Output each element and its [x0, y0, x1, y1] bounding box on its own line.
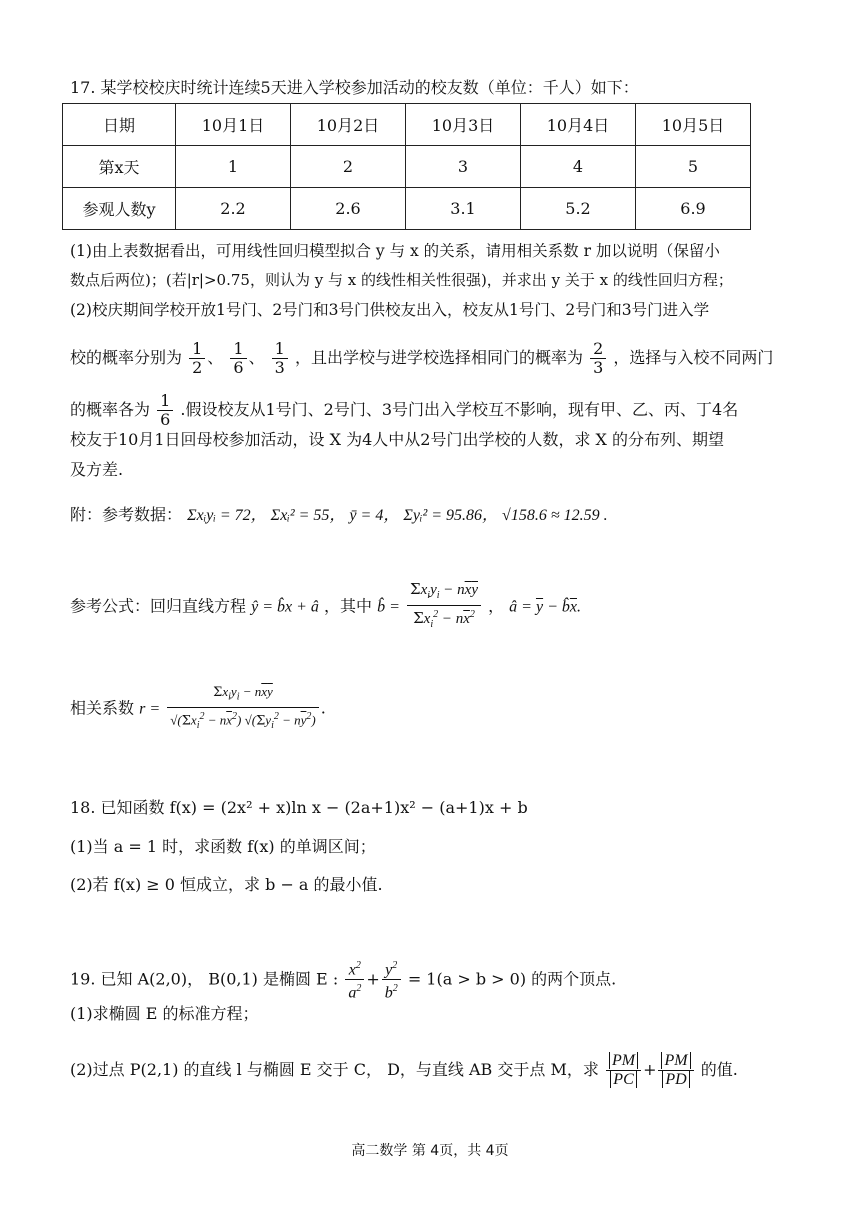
fraction-one-half: $\frac{1}{2}$ [189, 340, 205, 377]
table-cell: 5 [636, 146, 751, 188]
q19-line2: (1)求椭圆 E 的标准方程； [70, 1004, 259, 1023]
table-cell: 参观人数y [63, 188, 176, 230]
q17-part1-line2: 数点后两位)；(若|r|>0.75，则认为 y 与 x 的线性相关性很强)，并求出 y 关于 x 的线性回归方程； [70, 271, 733, 289]
table-cell: 10月1日 [176, 104, 291, 146]
correlation-label: 相关系数 [70, 698, 135, 718]
q17-header: 17. 某学校校庆时统计连续5天进入学校参加活动的校友数（单位：千人）如下： [70, 78, 639, 97]
fraction-two-thirds: $\frac{2}{3}$ [590, 340, 606, 377]
ref-data-label: 附：参考数据： [70, 505, 183, 524]
table-cell: 10月5日 [636, 104, 751, 146]
text-fragment: ，且出学校与进学校选择相同门的概率为 [294, 348, 583, 367]
text-fragment: 的概率各为 [70, 400, 151, 419]
q17-part2-line5: 及方差. [70, 460, 124, 479]
q18-line2: (1)当 a = 1 时，求函数 f(x) 的单调区间； [70, 837, 376, 856]
regression-equation: ŷ = b̂x + â [251, 598, 319, 616]
table-cell: 3.1 [406, 188, 521, 230]
text-fragment: = 1(a > b > 0) 的两个顶点. [407, 969, 617, 989]
q19-line3: (2)过点 P(2,1) 的直线 l 与椭圆 E 交于 C， D，与直线 AB 交于点 M，求 $\frac{PM}{PC}$ + $\frac{PM}{PD}$ 的值. [70, 1052, 738, 1088]
correlation-fraction: $\frac{\Sigma x_iy_i - n\overline{x}\overline{y}}{√(\Sigma x_i^2 - n\overline{x}^2) √(\Sigma y_i^2 - n\overline{y}^2)}$ [167, 683, 319, 735]
table-cell: 5.2 [521, 188, 636, 230]
table-cell: 日期 [63, 104, 176, 146]
ref-formula-label: 参考公式：回归直线方程 [70, 596, 247, 616]
text-fragment: ，其中 [324, 596, 373, 616]
correlation-line: 相关系数 r = $\frac{\Sigma x_iy_i - n\overline{x}\overline{y}}{√(\Sigma x_i^2 - n\overline{x}^2) √(\Sigma y_i^2 - n\overline{y}^2)}$ . [70, 683, 800, 735]
table-row [63, 188, 751, 230]
text-fragment: .假设校友从1号门、2号门、3号门出入学校互不影响，现有甲、乙、丙、丁4名 [180, 400, 739, 419]
table-cell: 第x天 [63, 146, 176, 188]
r-symbol: r = [139, 700, 161, 718]
ref-data-values: Σxᵢyᵢ = 72， Σxᵢ² = 55， ȳ = 4， Σyᵢ² = 95.86， √158.6 ≈ 12.59 . [187, 507, 608, 524]
table-cell: 3 [406, 146, 521, 188]
q17-part2-line3 [70, 392, 800, 429]
text-fragment: 的值. [700, 1060, 738, 1079]
b-hat-fraction: $\frac{\Sigma x_iy_i - n\overline{x}\overline{y}}{\Sigma x_i^2 - n\overline{x}^2}$ [407, 580, 481, 634]
text-fragment: 校的概率分别为 [70, 348, 183, 367]
q17-part2-line1: (2)校庆期间学校开放1号门、2号门和3号门供校友出入，校友从1号门、2号门和3号门进入学 [70, 301, 710, 319]
table-row [63, 104, 751, 146]
table-cell: 10月2日 [291, 104, 406, 146]
pm-pc-ratio: $\frac{PM}{PC}$ [606, 1052, 641, 1089]
text-fragment: ，选择与入校不同两门 [613, 348, 774, 367]
table-cell: 2 [291, 146, 406, 188]
q18-line1: 18. 已知函数 f(x) = (2x² + x)ln x − (2a+1)x² − (a+1)x + b [70, 798, 528, 817]
fraction-one-sixth: $\frac{1}{6}$ [230, 340, 246, 377]
b-hat-formula: b̂ = [377, 598, 400, 616]
q17-part2-line4: 校友于10月1日回母校参加活动，设 X 为4人中从2号门出学校的人数，求 X 的分布列、期望 [70, 430, 725, 449]
a-hat-formula: â = $\overline{y}$ − $b̂\overline{x}$. [509, 598, 581, 616]
ref-data-line [70, 503, 800, 528]
page-footer: 高二数学 第 4页，共 4页 [351, 1143, 509, 1159]
fraction-one-sixth-b: $\frac{1}{6}$ [157, 392, 173, 429]
table-cell: 10月4日 [521, 104, 636, 146]
q19-line1: 19. 已知 A(2,0)， B(0,1) 是椭圆 E : $\frac{x^2}{a^2}$ + $\frac{y^2}{b^2}$ = 1(a > b > 0) 的两个顶点. [70, 957, 800, 1003]
table-cell: 10月3日 [406, 104, 521, 146]
visitor-table [62, 103, 751, 230]
table-cell: 2.6 [291, 188, 406, 230]
q17-part1-line1: (1)由上表数据看出，可用线性回归模型拟合 y 与 x 的关系，请用相关系数 r 加以说明（保留小 [70, 242, 720, 260]
q18-line3: (2)若 f(x) ≥ 0 恒成立，求 b − a 的最小值. [70, 875, 383, 894]
table-cell: 4 [521, 146, 636, 188]
pm-pd-ratio: $\frac{PM}{PD}$ [658, 1052, 693, 1089]
fraction-one-third: $\frac{1}{3}$ [272, 340, 288, 377]
text-fragment: (2)过点 P(2,1) 的直线 l 与椭圆 E 交于 C， D，与直线 AB 交于点 M，求 [70, 1060, 599, 1079]
ellipse-x-term: $\frac{x^2}{a^2}$ [345, 957, 364, 1003]
table-cell: 6.9 [636, 188, 751, 230]
q17-part2-line2: 校的概率分别为 $\frac{1}{2}$ 、 $\frac{1}{6}$ 、 $\frac{1}{3}$ ，且出学校与进学校选择相同门的概率为 $\frac{2}{3}$ ，选择与入校不同两门 [70, 339, 774, 377]
ellipse-y-term: $\frac{y^2}{b^2}$ [382, 957, 401, 1003]
ref-formula-line: 参考公式：回归直线方程 ŷ = b̂x + â ，其中 b̂ = $\frac{\Sigma x_iy_i - n\overline{x}\overline{y}}{\Sigma x_i^2 - n\overline{x}^2}$ ， â = $\overline{y}$ − $b̂\overline{x}$. [70, 580, 800, 634]
text-fragment: 19. 已知 A(2,0)， B(0,1) 是椭圆 E : [70, 969, 339, 989]
table-cell: 1 [176, 146, 291, 188]
table-cell: 2.2 [176, 188, 291, 230]
table-row [63, 146, 751, 188]
